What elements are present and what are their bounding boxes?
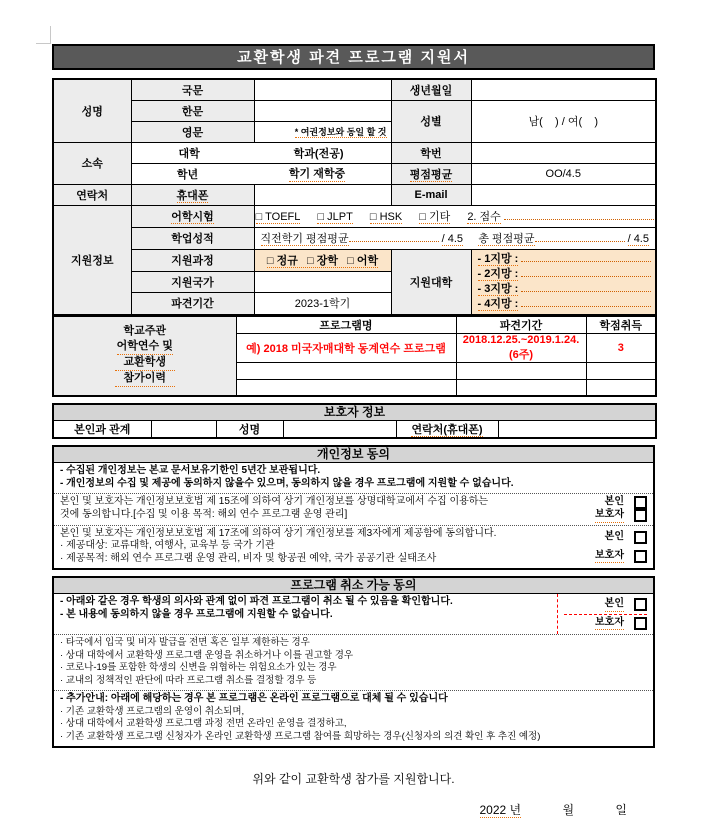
- choice-2-input-line[interactable]: [521, 267, 651, 277]
- university-department-input[interactable]: [131, 142, 391, 163]
- consent2-bullet-2: · 제공목적: 해외 연수 프로그램 운영 관리, 비자 및 항공권 예약, 국가 공공기관 실태조사: [60, 552, 437, 564]
- privacy-section-title: 개인정보 동의: [54, 447, 653, 463]
- guardian-relation-label: 본인과 관계: [53, 421, 151, 439]
- phone-input[interactable]: [254, 184, 391, 205]
- cancel-consent-section: [52, 576, 655, 748]
- gpa-input[interactable]: OO/4.5: [471, 163, 656, 184]
- consent1-text-line2: 것에 동의합니다.[수집 및 이용 목적: 해외 연수 프로그램 운영 관리]: [60, 508, 348, 520]
- cancel-line-2: - 본 내용에 동의하지 않을 경우 프로그램에 지원할 수 없습니다.: [60, 608, 333, 620]
- form-title: 교환학생 파견 프로그램 지원서: [52, 44, 655, 70]
- country-label: 지원국가: [131, 271, 254, 292]
- birthdate-input[interactable]: [471, 79, 656, 100]
- cancel-online-block: [54, 690, 653, 746]
- total-gpa-label: 총 평점평균: [478, 233, 535, 245]
- choice-1-label: - 1지망 :: [477, 252, 519, 265]
- language-test-input[interactable]: [254, 205, 656, 227]
- guardian-section-title: 보호자 정보: [53, 404, 656, 421]
- guardian-label: 보호자: [595, 617, 624, 631]
- cancel-guardian-checkbox[interactable]: [634, 617, 647, 630]
- online-case-2: · 상대 대학에서 교환학생 프로그램 과정 전면 온라인 운영을 결정하고,: [60, 718, 347, 729]
- cancel-case-3: · 코로나-19를 포함한 학생의 신변을 위협하는 위험요소가 있는 경우: [60, 662, 337, 673]
- choice-4-label: - 4지망 :: [477, 297, 519, 310]
- application-statement: 위와 같이 교환학생 참가를 지원합니다.: [252, 772, 455, 786]
- year-semester-input[interactable]: [131, 163, 391, 184]
- guardian-contact-label: 연락처(휴대폰): [411, 424, 483, 436]
- date-line: [52, 801, 655, 818]
- date-day[interactable]: 일: [615, 803, 627, 817]
- contact-label: 연락처: [53, 184, 131, 205]
- cancel-self-checkbox[interactable]: [634, 598, 647, 611]
- choice-3-input-line[interactable]: [521, 282, 651, 292]
- online-case-1: · 기존 교환학생 프로그램의 운영이 취소되며,: [60, 705, 245, 717]
- name-korean-label: 국문: [131, 79, 254, 100]
- passport-note: * 여권정보와 동일 할 것: [294, 127, 387, 137]
- consent2-bullet-1: · 제공대상: 교류대학, 여행사, 교육부 등 국가 기관: [60, 540, 275, 551]
- name-hanja-input[interactable]: [254, 100, 391, 121]
- birthdate-label: 생년월일: [391, 79, 471, 100]
- history-example-period: 2018.12.25.~2019.1.24. (6주): [456, 333, 586, 362]
- guardian-label: 보호자: [595, 509, 624, 523]
- page-margin-mark: [50, 26, 51, 44]
- target-university-label: 지원대학: [391, 249, 471, 315]
- history-row-2-program-input[interactable]: [236, 379, 456, 396]
- name-korean-input[interactable]: [254, 79, 391, 100]
- guardian-name-label: 성명: [216, 421, 283, 439]
- history-row-2-credit-input[interactable]: [586, 379, 656, 396]
- gender-input[interactable]: 남( ) / 여( ): [471, 100, 656, 142]
- history-row-1-program-input[interactable]: [236, 362, 456, 379]
- history-example-program: 예) 2018 미국자매대학 동계연수 프로그램: [236, 333, 456, 362]
- course-checkboxes[interactable]: □ 정규 □ 장학 □ 어학: [266, 255, 379, 268]
- consent2-guardian-checkbox[interactable]: [634, 550, 647, 563]
- cancel-confirm-block: [54, 594, 653, 634]
- history-header-credit: 학점취득: [586, 316, 656, 334]
- gpa-label: 평점평균: [409, 168, 453, 181]
- date-year[interactable]: 2022 년: [479, 803, 522, 817]
- toefl-checkbox[interactable]: □ TOEFL: [255, 211, 301, 223]
- online-case-3: · 기존 교환학생 프로그램 신청자가 온라인 교환학생 프로그램 참여를 희망하는 경우(신청자의 의견 확인 후 추진 예정): [60, 730, 541, 742]
- privacy-consent-thirdparty: [54, 525, 653, 569]
- choice-3-label: - 3지망 :: [477, 282, 519, 295]
- prev-semester-gpa-label: 직전학기 평점평균: [260, 233, 349, 245]
- gpa-scale: / 4.5: [441, 233, 464, 245]
- history-header-period: 파견기간: [456, 316, 586, 334]
- privacy-consent-collect: [54, 493, 653, 525]
- cancel-cases-block: [54, 634, 653, 690]
- year-label: 학년: [176, 168, 199, 181]
- email-input[interactable]: [471, 184, 656, 205]
- email-label: E-mail: [391, 184, 471, 205]
- period-label: 파견기간: [131, 292, 254, 314]
- country-input[interactable]: [254, 271, 391, 292]
- program-history-table: [52, 315, 657, 398]
- score-label: 2. 점수: [467, 211, 501, 223]
- online-note: - 추가안내: 아래에 해당하는 경우 본 프로그램은 온라인 프로그램으로 대체 될 수 있습니다: [60, 693, 448, 704]
- grades-input[interactable]: [254, 227, 656, 249]
- period-input[interactable]: 2023-1학기: [254, 292, 391, 314]
- consent2-self-checkbox[interactable]: [634, 531, 647, 544]
- name-english-input[interactable]: [254, 121, 391, 142]
- history-row-2-period-input[interactable]: [456, 379, 586, 396]
- privacy-note-1: - 수집된 개인정보는 본교 문서보유기한인 5년간 보관됩니다.: [60, 465, 321, 476]
- total-gpa-input-line[interactable]: [535, 232, 625, 242]
- consent1-guardian-checkbox[interactable]: [634, 509, 647, 522]
- name-label: 성명: [53, 79, 131, 142]
- applicant-info-table: [52, 78, 657, 316]
- date-month[interactable]: 월: [562, 803, 575, 817]
- gpa-scale: / 4.5: [627, 233, 649, 245]
- choice-4-input-line[interactable]: [521, 297, 651, 307]
- page-margin-mark: [36, 43, 51, 44]
- course-label: 지원과정: [131, 249, 254, 271]
- history-row-1-period-input[interactable]: [456, 362, 586, 379]
- phone-label: 휴대폰: [176, 189, 209, 202]
- consent1-self-checkbox[interactable]: [634, 496, 647, 509]
- privacy-general-notes: [54, 463, 653, 493]
- cancel-section-title: 프로그램 취소 가능 동의: [54, 578, 653, 594]
- choice-1-input-line[interactable]: [521, 252, 651, 262]
- student-id-label: 학번: [391, 142, 471, 163]
- score-input-line[interactable]: [504, 210, 654, 220]
- name-hanja-label: 한문: [131, 100, 254, 121]
- grades-label: 학업성적: [131, 227, 254, 249]
- guardian-info-table: [52, 403, 657, 439]
- cancel-case-4: · 교내의 정책적인 판단에 따라 프로그램 취소를 결정할 경우 등: [60, 674, 317, 686]
- guardian-relation-input[interactable]: [151, 421, 216, 439]
- guardian-name-input[interactable]: [283, 421, 396, 439]
- guardian-label: 보호자: [595, 550, 624, 564]
- prev-gpa-input-line[interactable]: [349, 232, 439, 242]
- cancel-case-1: · 타국에서 입국 및 비자 발급을 전면 혹은 일부 제한하는 경우: [60, 637, 310, 648]
- jlpt-checkbox[interactable]: □ JLPT: [317, 211, 353, 223]
- university-label: 대학: [178, 147, 200, 160]
- department-label: 학과(전공): [293, 147, 344, 160]
- student-id-input[interactable]: [471, 142, 656, 163]
- history-example-credit: 3: [586, 333, 656, 362]
- gender-label: 성별: [391, 100, 471, 142]
- privacy-note-2: - 개인정보의 수집 및 제공에 동의하지 않을수 있으며, 동의하지 않을 경우 프로그램에 지원할 수 없습니다.: [60, 477, 514, 489]
- self-label: 본인: [604, 496, 624, 508]
- course-options[interactable]: [254, 249, 391, 271]
- apply-info-label: 지원정보: [53, 205, 131, 315]
- language-test-label: 어학시험: [171, 211, 214, 223]
- guardian-contact-input[interactable]: [498, 421, 656, 439]
- self-label: 본인: [604, 530, 624, 542]
- hsk-checkbox[interactable]: □ HSK: [369, 211, 403, 223]
- affiliation-label: 소속: [53, 142, 131, 184]
- history-section-label: 학교주관 어학연수 및 교환학생 참가이력: [53, 316, 236, 397]
- consent1-text-line1: 본인 및 보호자는 개인정보보호법 제 15조에 의하여 상기 개인정보를 상명대학교에서 수집 이용하는: [60, 496, 489, 507]
- cancel-case-2: · 상대 대학에서 교환학생 프로그램 운영을 취소하거나 이를 권고할 경우: [60, 649, 354, 661]
- university-choices[interactable]: [471, 249, 656, 315]
- consent2-text: 본인 및 보호자는 개인정보보호법 제 17조에 의하여 상기 개인정보를 제3자에게 제공함에 동의합니다.: [60, 527, 497, 539]
- self-label: 본인: [605, 598, 624, 612]
- cancel-line-1: - 아래와 같은 경우 학생의 의사와 관계 없이 파견 프로그램이 취소 될 수 있음을 확인합니다.: [60, 596, 453, 607]
- semester-label: 학기 재학중: [289, 165, 345, 182]
- history-header-program: 프로그램명: [236, 316, 456, 334]
- choice-2-label: - 2지망 :: [477, 267, 519, 280]
- history-row-1-credit-input[interactable]: [586, 362, 656, 379]
- name-english-label: 영문: [131, 121, 254, 142]
- other-test-checkbox[interactable]: □ 기타: [419, 211, 451, 223]
- privacy-consent-section: [52, 445, 655, 570]
